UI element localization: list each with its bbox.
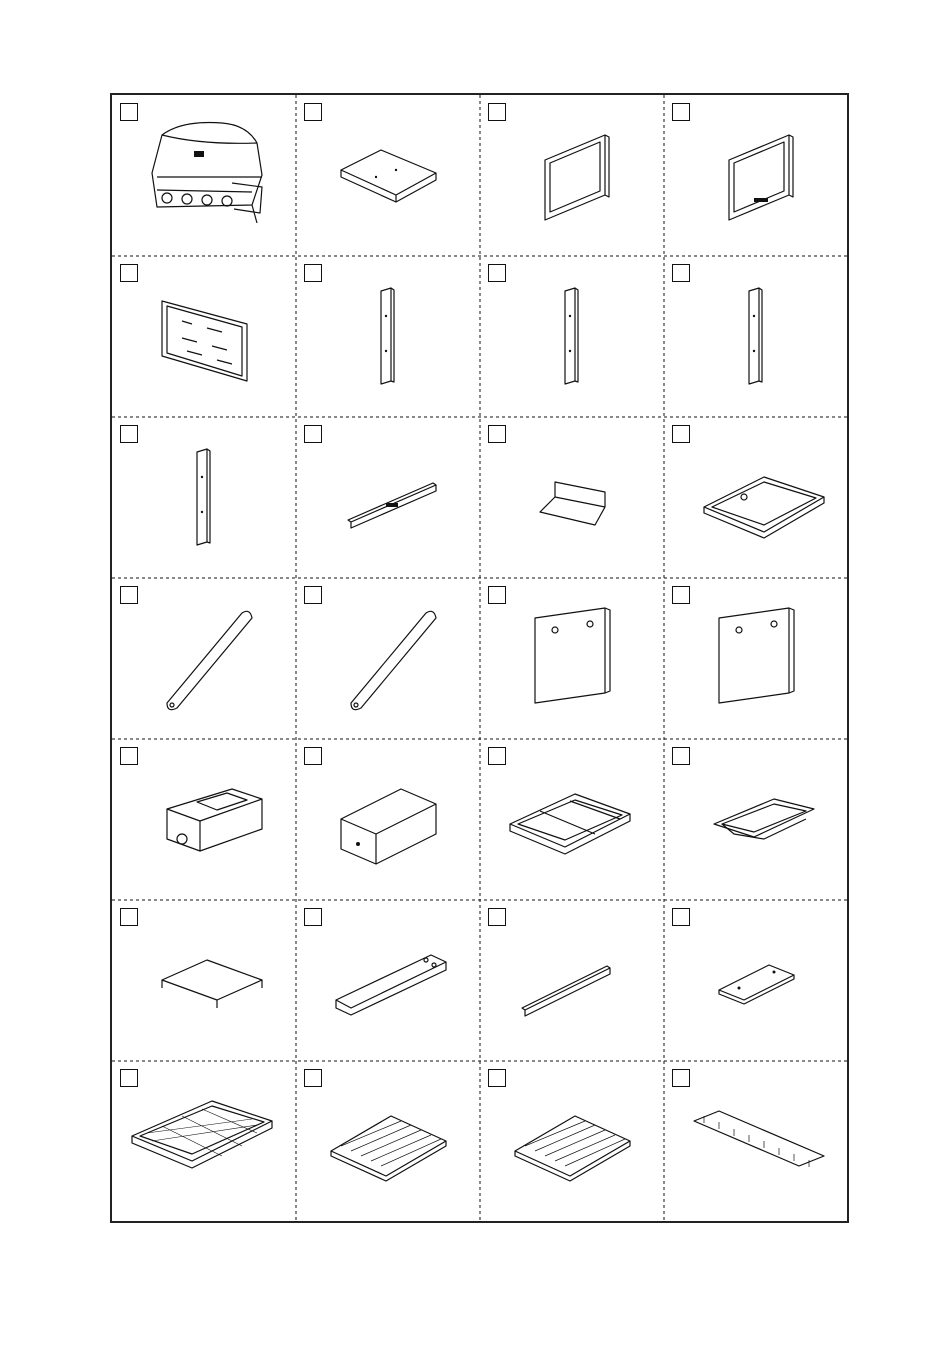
part-cell [664,1061,848,1222]
part-cell [296,739,480,900]
side-shelf-housing-icon [296,739,480,900]
grill-head-icon [112,95,296,256]
part-cell [664,417,848,578]
flat-panel-icon [296,95,480,256]
plate-icon [664,900,848,1061]
part-cell [480,578,664,739]
leg-post-icon [480,256,664,417]
side-panel-icon [480,578,664,739]
part-cell [480,417,664,578]
frame-panel-bracket-icon [664,95,848,256]
drawer-frame-icon [480,739,664,900]
part-cell [112,900,296,1061]
part-cell [112,256,296,417]
part-cell [112,95,296,256]
back-panel-icon [112,256,296,417]
frame-panel-icon [480,95,664,256]
leg-post-icon [296,256,480,417]
tray-frame-icon [664,417,848,578]
part-cell [296,256,480,417]
heat-shield-icon [112,900,296,1061]
part-cell [664,900,848,1061]
part-cell [296,1061,480,1222]
bracket-icon [480,417,664,578]
part-cell [112,739,296,900]
part-cell [664,578,848,739]
part-cell [664,95,848,256]
part-cell [480,1061,664,1222]
strap-icon [296,578,480,739]
griddle-plate-icon [112,1061,296,1222]
part-cell [112,578,296,739]
part-cell [296,417,480,578]
leg-post-icon [112,417,296,578]
grease-tray-icon [664,739,848,900]
part-cell [664,256,848,417]
parts-sheet [110,93,849,1223]
part-cell [664,739,848,900]
cooking-grate-icon [480,1061,664,1222]
side-burner-icon [112,739,296,900]
cross-rail-icon [296,417,480,578]
cooking-grate-icon [296,1061,480,1222]
part-cell [112,1061,296,1222]
part-cell [480,900,664,1061]
part-cell [112,417,296,578]
flame-tamer-icon [296,900,480,1061]
rail-icon [480,900,664,1061]
warming-rack-icon [664,1061,848,1222]
part-cell [296,578,480,739]
part-cell [480,256,664,417]
part-cell [480,95,664,256]
part-cell [296,900,480,1061]
part-cell [480,739,664,900]
part-cell [296,95,480,256]
leg-post-icon [664,256,848,417]
side-panel-icon [664,578,848,739]
strap-icon [112,578,296,739]
